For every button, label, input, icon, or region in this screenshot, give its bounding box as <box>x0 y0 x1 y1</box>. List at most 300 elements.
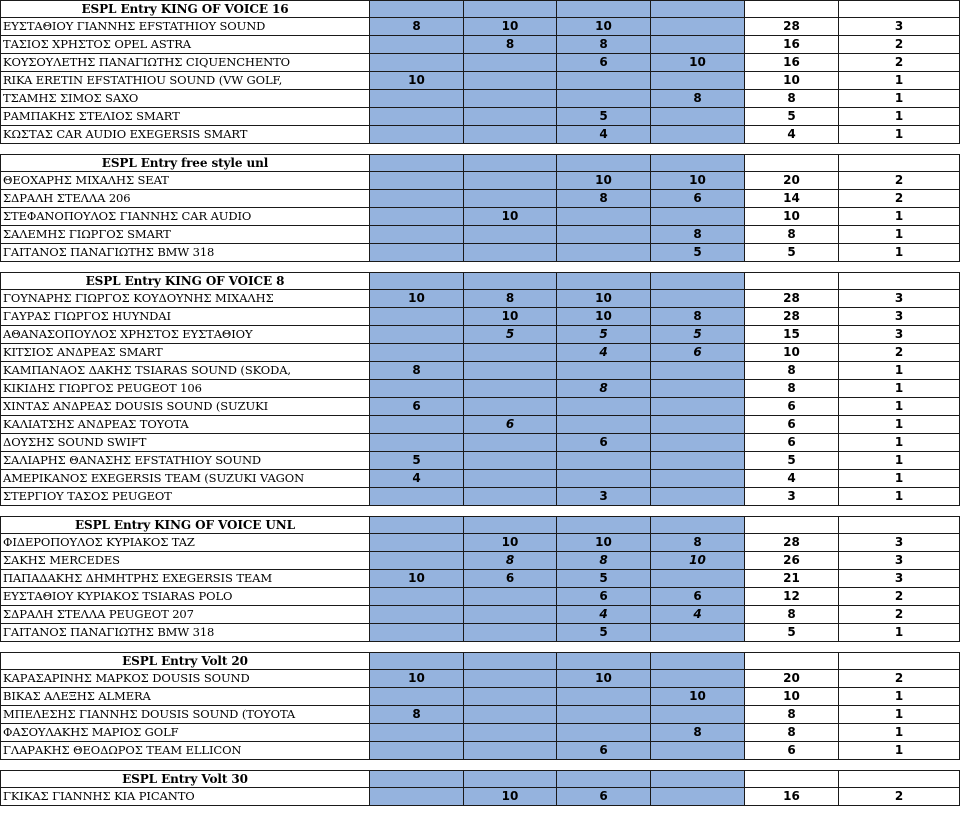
stage-score <box>557 208 651 226</box>
stage-score <box>651 488 745 506</box>
stage-score: 10 <box>651 172 745 190</box>
section-gap <box>0 506 960 516</box>
stage-score <box>464 72 557 90</box>
competitor-name: ΦΙΔΕΡΟΠΟΥΛΟΣ ΚΥΡΙΑΚΟΣ TAZ <box>0 534 370 552</box>
competitor-name: ΜΠΕΛΕΣΗΣ ΓΙΑΝΝΗΣ DOUSIS SOUND (TOYOTA <box>0 706 370 724</box>
stage-score: 5 <box>557 108 651 126</box>
event-count: 3 <box>839 552 960 570</box>
event-count: 3 <box>839 326 960 344</box>
stage-score <box>370 244 464 262</box>
section-title: ESPL Entry Volt 30 <box>0 770 370 788</box>
table-row <box>0 244 960 262</box>
stage-score <box>651 706 745 724</box>
total-points: 26 <box>745 552 839 570</box>
total-header-cell <box>745 0 839 18</box>
stage-score <box>370 742 464 760</box>
stage-score: 10 <box>370 570 464 588</box>
competitor-name: ΔΟΥΣΗΣ SOUND SWIFT <box>0 434 370 452</box>
total-points: 12 <box>745 588 839 606</box>
competitor-name: ΧΙΝΤΑΣ ΑΝΔΡΕΑΣ DOUSIS SOUND (SUZUKI <box>0 398 370 416</box>
table-row <box>0 606 960 624</box>
competitor-name: ΑΜΕΡΙΚΑΝΟΣ EXEGERSIS TEAM (SUZUKI VAGON <box>0 470 370 488</box>
stage-score: 6 <box>557 588 651 606</box>
section-header <box>0 516 960 534</box>
table-row <box>0 488 960 506</box>
section-gap <box>0 760 960 770</box>
stage-score: 10 <box>464 208 557 226</box>
stage-score: 5 <box>651 326 745 344</box>
event-count: 2 <box>839 670 960 688</box>
total-points: 28 <box>745 534 839 552</box>
competitor-name: ΣΔΡΑΛΗ ΣΤΕΛΛΑ PEUGEOT 207 <box>0 606 370 624</box>
event-count: 1 <box>839 452 960 470</box>
competitor-name: ΓΑΥΡΑΣ ΓΙΩΡΓΟΣ HUYNDAI <box>0 308 370 326</box>
competitor-name: ΣΤΕΡΓΙΟΥ ΤΑΣΟΣ PEUGEOT <box>0 488 370 506</box>
table-row <box>0 380 960 398</box>
stage-score <box>464 588 557 606</box>
total-points: 4 <box>745 126 839 144</box>
stage-score <box>370 624 464 642</box>
stage-score <box>370 488 464 506</box>
stage-score: 4 <box>557 344 651 362</box>
total-points: 6 <box>745 416 839 434</box>
total-points: 8 <box>745 724 839 742</box>
stage-score <box>370 380 464 398</box>
stage-score <box>370 226 464 244</box>
table-row <box>0 552 960 570</box>
total-points: 21 <box>745 570 839 588</box>
section-header <box>0 0 960 18</box>
stage-score: 5 <box>557 570 651 588</box>
stage-score: 8 <box>557 552 651 570</box>
total-points: 5 <box>745 452 839 470</box>
stage-score <box>370 724 464 742</box>
event-count: 1 <box>839 434 960 452</box>
competitor-name: ΤΑΣΙΟΣ ΧΡΗΣΤΟΣ OPEL ASTRA <box>0 36 370 54</box>
total-points: 6 <box>745 434 839 452</box>
stage-header-cell <box>464 154 557 172</box>
total-points: 5 <box>745 624 839 642</box>
stage-score: 10 <box>557 18 651 36</box>
stage-score: 10 <box>370 670 464 688</box>
stage-score: 10 <box>557 172 651 190</box>
event-count: 1 <box>839 398 960 416</box>
stage-score <box>651 108 745 126</box>
table-row <box>0 18 960 36</box>
stage-score: 3 <box>557 488 651 506</box>
stage-score: 6 <box>651 190 745 208</box>
table-row <box>0 416 960 434</box>
table-row <box>0 398 960 416</box>
stage-score <box>651 470 745 488</box>
competitor-name: ΣΑΚΗΣ MERCEDES <box>0 552 370 570</box>
competitor-name: ΣΑΛΕΜΗΣ ΓΙΩΡΓΟΣ SMART <box>0 226 370 244</box>
stage-score: 10 <box>557 308 651 326</box>
total-header-cell <box>745 652 839 670</box>
competitor-name: ΚΙΤΣΙΟΣ ΑΝΔΡΕΑΣ SMART <box>0 344 370 362</box>
stage-score <box>370 688 464 706</box>
stage-score: 8 <box>370 362 464 380</box>
total-points: 4 <box>745 470 839 488</box>
stage-header-cell <box>370 154 464 172</box>
stage-score <box>464 362 557 380</box>
section-gap <box>0 262 960 272</box>
stage-score: 10 <box>370 72 464 90</box>
total-points: 28 <box>745 308 839 326</box>
competitor-name: ΓΑΙΤΑΝΟΣ ΠΑΝΑΓΙΩΤΗΣ BMW 318 <box>0 624 370 642</box>
count-header-cell <box>839 652 960 670</box>
stage-score <box>370 108 464 126</box>
stage-score <box>651 290 745 308</box>
stage-header-cell <box>370 652 464 670</box>
competitor-name: ΚΩΣΤΑΣ CAR AUDIO EXEGERSIS SMART <box>0 126 370 144</box>
section-header <box>0 770 960 788</box>
total-points: 14 <box>745 190 839 208</box>
table-row <box>0 226 960 244</box>
stage-score <box>651 208 745 226</box>
total-header-cell <box>745 770 839 788</box>
stage-score <box>651 434 745 452</box>
total-points: 16 <box>745 54 839 72</box>
stage-score <box>557 416 651 434</box>
stage-header-cell <box>464 516 557 534</box>
table-row <box>0 362 960 380</box>
stage-score: 10 <box>651 688 745 706</box>
table-row <box>0 72 960 90</box>
stage-score <box>464 488 557 506</box>
stage-score <box>557 706 651 724</box>
stage-score: 8 <box>557 380 651 398</box>
table-row <box>0 688 960 706</box>
competitor-name: ΓΟΥΝΑΡΗΣ ΓΙΩΡΓΟΣ ΚΟΥΔΟΥΝΗΣ ΜΙΧΑΛΗΣ <box>0 290 370 308</box>
table-row <box>0 724 960 742</box>
competitor-name: ΠΑΠΑΔΑΚΗΣ ΔΗΜΗΤΡΗΣ EXEGERSIS TEAM <box>0 570 370 588</box>
table-row <box>0 308 960 326</box>
section-header <box>0 272 960 290</box>
table-row <box>0 54 960 72</box>
stage-score: 8 <box>370 18 464 36</box>
stage-score <box>370 36 464 54</box>
table-row <box>0 208 960 226</box>
event-count: 1 <box>839 126 960 144</box>
stage-score: 6 <box>464 570 557 588</box>
event-count: 1 <box>839 362 960 380</box>
stage-score: 4 <box>557 126 651 144</box>
stage-score <box>464 380 557 398</box>
event-count: 2 <box>839 172 960 190</box>
total-points: 28 <box>745 290 839 308</box>
table-row <box>0 290 960 308</box>
table-row <box>0 434 960 452</box>
stage-header-cell <box>464 770 557 788</box>
stage-score: 5 <box>557 326 651 344</box>
table-row <box>0 534 960 552</box>
stage-score: 4 <box>370 470 464 488</box>
stage-score <box>651 416 745 434</box>
section-title: ESPL Entry KING OF VOICE 16 <box>0 0 370 18</box>
stage-score <box>464 452 557 470</box>
table-row <box>0 108 960 126</box>
total-points: 6 <box>745 742 839 760</box>
stage-header-cell <box>370 0 464 18</box>
stage-score: 6 <box>464 416 557 434</box>
total-points: 15 <box>745 326 839 344</box>
total-header-cell <box>745 272 839 290</box>
stage-score <box>370 326 464 344</box>
stage-score: 5 <box>557 624 651 642</box>
stage-score <box>370 344 464 362</box>
stage-score: 6 <box>557 434 651 452</box>
table-row <box>0 90 960 108</box>
stage-score: 10 <box>557 290 651 308</box>
competitor-name: RIKA ERETIN EFSTATHIOU SOUND (VW GOLF, <box>0 72 370 90</box>
stage-score <box>557 244 651 262</box>
stage-score: 10 <box>370 290 464 308</box>
stage-header-cell <box>651 272 745 290</box>
event-count: 2 <box>839 588 960 606</box>
stage-score: 6 <box>370 398 464 416</box>
event-count: 2 <box>839 36 960 54</box>
competitor-name: ΒΙΚΑΣ ΑΛΕΞΗΣ ALMERA <box>0 688 370 706</box>
total-points: 10 <box>745 688 839 706</box>
competitor-name: ΣΔΡΑΛΗ ΣΤΕΛΛΑ 206 <box>0 190 370 208</box>
event-count: 1 <box>839 208 960 226</box>
stage-score <box>557 470 651 488</box>
stage-score <box>370 588 464 606</box>
stage-score <box>370 172 464 190</box>
stage-score <box>651 670 745 688</box>
total-points: 6 <box>745 398 839 416</box>
stage-score <box>651 18 745 36</box>
total-points: 8 <box>745 706 839 724</box>
stage-score: 8 <box>651 724 745 742</box>
competitor-name: ΤΣΑΜΗΣ ΣΙΜΟΣ SAXO <box>0 90 370 108</box>
total-points: 8 <box>745 362 839 380</box>
stage-score <box>370 534 464 552</box>
stage-score <box>370 434 464 452</box>
stage-score <box>370 416 464 434</box>
stage-score <box>557 90 651 108</box>
total-points: 16 <box>745 788 839 806</box>
stage-score: 10 <box>557 670 651 688</box>
event-count: 2 <box>839 788 960 806</box>
event-count: 1 <box>839 470 960 488</box>
competitor-name: ΕΥΣΤΑΘΙΟΥ ΓΙΑΝΝΗΣ EFSTATHIOY SOUND <box>0 18 370 36</box>
stage-header-cell <box>557 652 651 670</box>
table-row <box>0 788 960 806</box>
table-row <box>0 742 960 760</box>
stage-score <box>557 452 651 470</box>
stage-score <box>651 624 745 642</box>
stage-score <box>651 72 745 90</box>
table-row <box>0 452 960 470</box>
competitor-name: ΣΑΛΙΑΡΗΣ ΘΑΝΑΣΗΣ EFSTATHIOY SOUND <box>0 452 370 470</box>
event-count: 1 <box>839 488 960 506</box>
total-points: 20 <box>745 670 839 688</box>
event-count: 3 <box>839 18 960 36</box>
stage-score <box>464 670 557 688</box>
count-header-cell <box>839 154 960 172</box>
stage-score <box>651 452 745 470</box>
stage-score: 10 <box>557 534 651 552</box>
event-count: 1 <box>839 688 960 706</box>
stage-score: 4 <box>651 606 745 624</box>
competitor-name: ΚΑΛΙΑΤΣΗΣ ΑΝΔΡΕΑΣ TOYOTA <box>0 416 370 434</box>
stage-score <box>370 208 464 226</box>
table-row <box>0 624 960 642</box>
event-count: 1 <box>839 742 960 760</box>
stage-score: 8 <box>464 36 557 54</box>
stage-score <box>464 706 557 724</box>
table-row <box>0 36 960 54</box>
stage-header-cell <box>557 0 651 18</box>
event-count: 1 <box>839 72 960 90</box>
table-row <box>0 570 960 588</box>
total-points: 28 <box>745 18 839 36</box>
total-points: 20 <box>745 172 839 190</box>
table-row <box>0 126 960 144</box>
stage-score: 8 <box>651 308 745 326</box>
stage-score <box>557 226 651 244</box>
event-count: 3 <box>839 570 960 588</box>
event-count: 1 <box>839 724 960 742</box>
event-count: 3 <box>839 290 960 308</box>
section-gap <box>0 642 960 652</box>
table-row <box>0 706 960 724</box>
count-header-cell <box>839 0 960 18</box>
stage-score <box>464 470 557 488</box>
competitor-name: ΣΤΕΦΑΝΟΠΟΥΛΟΣ ΓΙΑΝΝΗΣ CAR AUDIO <box>0 208 370 226</box>
event-count: 1 <box>839 624 960 642</box>
competitor-name: ΚΙΚΙΔΗΣ ΓΙΩΡΓΟΣ PEUGEOT 106 <box>0 380 370 398</box>
stage-score <box>464 172 557 190</box>
total-points: 8 <box>745 90 839 108</box>
stage-score <box>370 90 464 108</box>
stage-score: 10 <box>651 54 745 72</box>
stage-score <box>464 90 557 108</box>
competitor-name: ΘΕΟΧΑΡΗΣ ΜΙΧΑΛΗΣ SEAT <box>0 172 370 190</box>
event-count: 1 <box>839 90 960 108</box>
stage-header-cell <box>370 272 464 290</box>
stage-score <box>464 126 557 144</box>
competitor-name: ΡΑΜΠΑΚΗΣ ΣΤΕΛΙΟΣ SMART <box>0 108 370 126</box>
stage-header-cell <box>651 516 745 534</box>
stage-score <box>557 362 651 380</box>
stage-score: 10 <box>464 788 557 806</box>
stage-score <box>557 688 651 706</box>
stage-score: 8 <box>651 226 745 244</box>
event-count: 1 <box>839 244 960 262</box>
section-header <box>0 652 960 670</box>
stage-score <box>370 126 464 144</box>
event-count: 2 <box>839 606 960 624</box>
stage-header-cell <box>557 516 651 534</box>
stage-score: 5 <box>464 326 557 344</box>
stage-header-cell <box>464 652 557 670</box>
stage-score <box>464 606 557 624</box>
competitor-name: ΑΘΑΝΑΣΟΠΟΥΛΟΣ ΧΡΗΣΤΟΣ ΕΥΣΤΑΘΙΟΥ <box>0 326 370 344</box>
stage-score: 8 <box>557 190 651 208</box>
stage-score <box>557 398 651 416</box>
competitor-name: ΓΚΙΚΑΣ ΓΙΑΝΝΗΣ ΚΙΑ PICANTO <box>0 788 370 806</box>
count-header-cell <box>839 272 960 290</box>
stage-score <box>651 36 745 54</box>
stage-score: 8 <box>651 534 745 552</box>
event-count: 1 <box>839 380 960 398</box>
stage-score <box>370 308 464 326</box>
event-count: 1 <box>839 226 960 244</box>
competitor-name: ΚΑΡΑΣΑΡΙΝΗΣ ΜΑΡΚΟΣ DOUSIS SOUND <box>0 670 370 688</box>
stage-score: 8 <box>557 36 651 54</box>
stage-score: 6 <box>557 742 651 760</box>
total-points: 10 <box>745 344 839 362</box>
total-points: 5 <box>745 108 839 126</box>
stage-score <box>464 190 557 208</box>
stage-score <box>651 398 745 416</box>
stage-score: 10 <box>464 308 557 326</box>
event-count: 2 <box>839 54 960 72</box>
stage-score: 5 <box>370 452 464 470</box>
stage-score <box>557 72 651 90</box>
total-points: 8 <box>745 226 839 244</box>
stage-score <box>370 788 464 806</box>
count-header-cell <box>839 770 960 788</box>
table-row <box>0 190 960 208</box>
stage-score <box>651 362 745 380</box>
stage-score <box>370 552 464 570</box>
stage-header-cell <box>557 770 651 788</box>
stage-header-cell <box>651 0 745 18</box>
total-header-cell <box>745 154 839 172</box>
total-points: 3 <box>745 488 839 506</box>
stage-header-cell <box>370 770 464 788</box>
stage-score: 10 <box>464 534 557 552</box>
stage-score: 6 <box>557 788 651 806</box>
total-header-cell <box>745 516 839 534</box>
stage-score: 5 <box>651 244 745 262</box>
stage-header-cell <box>651 154 745 172</box>
section-header <box>0 154 960 172</box>
stage-score: 6 <box>557 54 651 72</box>
stage-score: 10 <box>464 18 557 36</box>
stage-score <box>464 108 557 126</box>
table-row <box>0 172 960 190</box>
stage-score <box>370 190 464 208</box>
total-points: 16 <box>745 36 839 54</box>
stage-header-cell <box>651 770 745 788</box>
stage-score <box>557 724 651 742</box>
stage-score <box>464 226 557 244</box>
section-gap <box>0 144 960 154</box>
table-row <box>0 470 960 488</box>
competitor-name: ΚΑΜΠΑΝΑΟΣ ΔΑΚΗΣ TSIARAS SOUND (SKODA, <box>0 362 370 380</box>
total-points: 8 <box>745 380 839 398</box>
stage-score <box>464 344 557 362</box>
section-title: ESPL Entry free style unl <box>0 154 370 172</box>
competitor-name: ΦΑΣΟΥΛΑΚΗΣ ΜΑΡΙΟΣ GOLF <box>0 724 370 742</box>
stage-header-cell <box>651 652 745 670</box>
stage-header-cell <box>464 272 557 290</box>
stage-score <box>464 244 557 262</box>
stage-score: 8 <box>651 90 745 108</box>
total-points: 10 <box>745 208 839 226</box>
event-count: 1 <box>839 416 960 434</box>
stage-score <box>464 724 557 742</box>
event-count: 2 <box>839 190 960 208</box>
stage-score <box>464 434 557 452</box>
stage-score: 8 <box>370 706 464 724</box>
stage-score <box>651 788 745 806</box>
